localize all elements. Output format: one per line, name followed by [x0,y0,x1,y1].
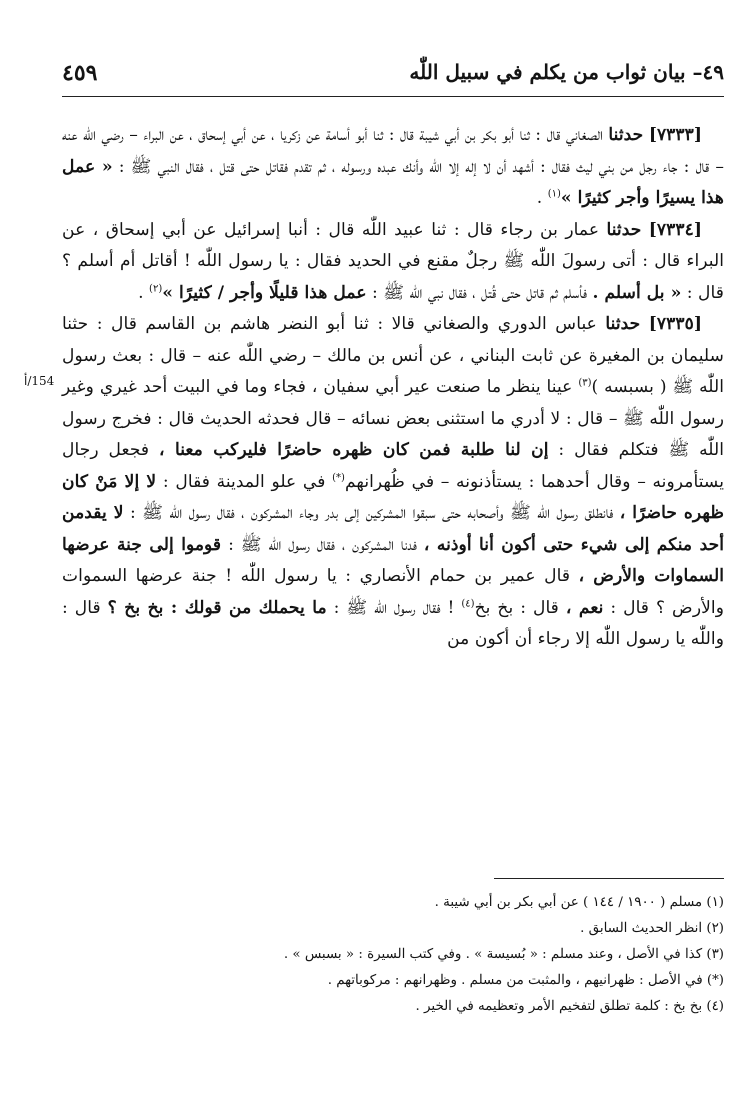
running-title: ٤٩– بيان ثواب من يكلم في سبيل اللّٰه [409,60,724,84]
sentence-end: . [536,188,543,208]
hadith-7335 [62,309,724,656]
hadith-text: عمار بن رجاء قال : ثنا عبيد اللّٰه قال : أنبا إسرائيل عن أبي إسحاق ، عن البراء قال : أتى رسولَ اللّٰه ﷺ رجلٌ مقنع في الحديد فقال : يا رسول اللّٰه ! أقاتل أم أسلم ؟ قال : [62,219,724,303]
page-number: ٤٥٩ [62,60,98,86]
manuscript-folio-note: 154/أ [24,374,55,388]
footnote-ref: (١) [547,188,561,200]
footnote: (٣) كذا في الأصل ، وعند مسلم : « بُسيسة » . وفي كتب السيرة : « بسبس » . [283,947,724,962]
footnote-ref: (٤) [461,597,475,609]
page-header [62,48,724,88]
hadith-text: قال : بخ بخ [474,597,559,618]
hadith-text: الصغاني قال : ثنا أبو بكر بن أبي شيبة قال : ثنا أبو أسامة عن زكريا ، عن أبي إسحاق ، عن البراء – رضي اللّٰه عنه – قال : جاء رجل من بني ليث فقال : أشهد أن لا إله إلا اللّٰه وأنك عبده ورسوله ، ثم تقدم فقاتل حتى قتل ، فقال النبي ﷺ : [62,125,724,177]
hadith-text: فدنا المشركون ، فقال رسول اللّٰه ﷺ : [228,534,417,555]
prophetic-quote: إن لنا طلبة فمن كان ظهره حاضرًا فليركب معنا ، [159,440,549,460]
prophetic-quote: عمل هذا قليلًا وأجر / كثيرًا » [162,282,367,303]
hadith-opening: حدثنا [605,314,641,334]
header-rule [62,96,724,97]
hadith-number: [٧٣٣٥] [648,314,702,334]
hadith-7334 [62,215,724,310]
sentence-end: . [138,282,144,303]
hadith-7333 [62,120,724,215]
hadith-text: في علو المدينة فقال : [162,471,326,492]
hadith-text: قال : واللّٰه يا رسول اللّٰه إلا رجاء أن أكون من [62,597,724,649]
hadith-text: عباس الدوري والصغاني قالا : ثنا أبو النضر هاشم بن القاسم قال : حثنا سليمان بن المغيرة عن ثابت البناني ، عن أنس بن مالك – رضي اللّٰه عنه – قال : بعث رسول اللّٰه ﷺ ( بسبسه ) [62,314,724,397]
hadith-text: فجعل رجال يستأمرونه – وقال أحدهما : يستأذنونه – في ظُهرانهم [62,440,724,492]
footnote-ref: (٢) [149,282,163,294]
prophetic-quote: لا إلا مَنْ كان ظهره حاضرًا ، [62,471,724,523]
hadith-number: [٧٣٣٣] [648,125,703,145]
hadith-text: قال عمير بن حمام الأنصاري : يا رسول اللّٰه ! جنة عرضها السموات والأرض ؟ قال : [62,566,724,618]
footnote-ref: (*) [332,471,345,483]
footnote-separator [494,878,724,879]
prophetic-quote: ما يحملك من قولك : بخ بخ ؟ [107,597,327,618]
footnote: (١) مسلم ( ١٩٠٠ / ١٤٤ ) عن أبي بكر بن أبي شيبة . [434,895,724,910]
hadith-text: فانطلق رسول اللّٰه ﷺ وأصحابه حتى سبقوا المشركين إلى بدر وجاء المشركون ، فقال رسول اللّٰه ﷺ : [129,503,614,523]
prophetic-quote: نعم ، [565,597,604,618]
prophetic-quote: لا يقدمن أحد منكم إلى شيء حتى أكون أنا أوذنه ، [62,503,725,555]
prophetic-quote: « عمل هذا يسيرًا وأجر كثيرًا » [62,156,724,208]
hadith-text: عينا ينظر ما صنعت عير أبي سفيان ، فجاء وما في البيت أحد غيري وغير رسول اللّٰه ﷺ – قال : لا أدري ما استثنى بعض نسائه – قال فحدثه الحديث قال : فخرج رسول اللّٰه ﷺ فتكلم فقال : [62,377,725,460]
prophetic-quote: قوموا إلى جنة عرضها السماوات والأرض ، [62,534,724,586]
footnote: (٢) انظر الحديث السابق . [580,921,724,936]
prophetic-quote: « بل أسلم . [592,282,682,303]
hadith-opening: حدثنا [608,125,644,145]
footnote: (*) في الأصل : ظهرانيهم ، والمثبت من مسلم . وظهرانهم : مركوباتهم . [327,973,724,988]
hadith-opening: حدثنا [606,219,642,240]
main-text [62,120,724,656]
footnote-ref: (٣) [578,377,592,389]
hadith-text: فأسلم ثم قاتل حتى قُتل ، فقال نبي اللّٰه ﷺ : [372,282,588,303]
footnotes [62,890,724,1020]
hadith-text: ! فقال رسول اللّٰه ﷺ : [333,597,455,618]
footnote: (٤) بخ بخ : كلمة تطلق لتفخيم الأمر وتعظيمه في الخير . [415,999,724,1014]
hadith-number: [٧٣٣٤] [648,219,702,240]
